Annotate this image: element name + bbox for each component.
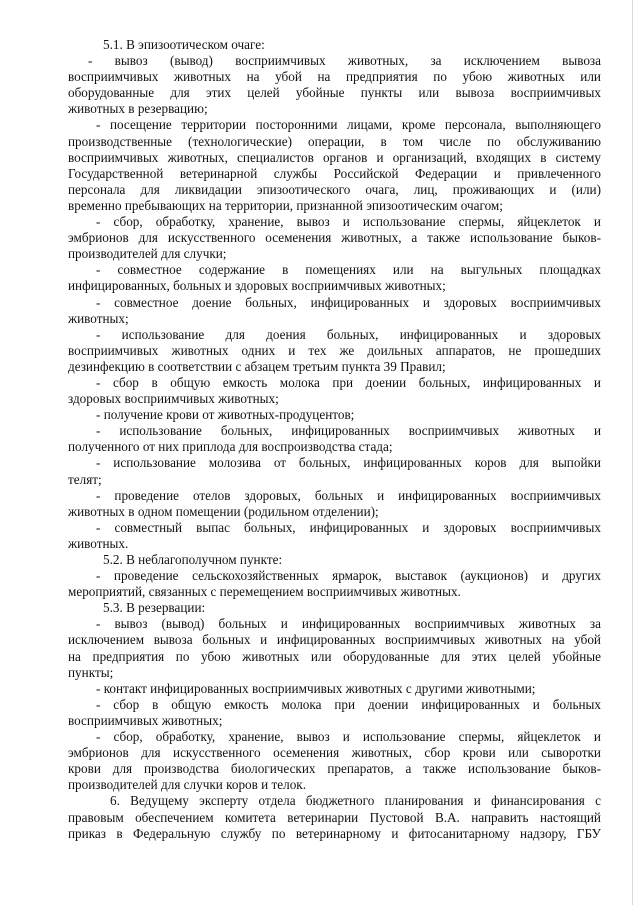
text-line: 5.2. В неблагополучном пункте: (103, 552, 283, 567)
text-line: на предприятия по убою животных или оборудованные для этих целей убойные (68, 648, 601, 664)
text-line: животных в одном помещении (родильном отделении); (68, 503, 379, 519)
text-line: эмбрионов для искусственного осеменения животных, а также использование быков- (68, 230, 601, 246)
text-line: 5.3. В резервации: (103, 600, 206, 616)
page-edge-divider (632, 0, 633, 905)
text-line: - использование для доения больных, инфицированных и здоровых (96, 326, 601, 342)
text-line: 5.1. В эпизоотическом очаге: (103, 37, 265, 52)
text-line: - использование больных, инфицированных восприимчивых животных и (96, 423, 601, 439)
text-line: 6. Ведущему эксперту отдела бюджетного планирования и финансирования с (110, 793, 601, 809)
text-line: - совместное содержание в помещениях или на выгульных площадках (96, 262, 601, 278)
text-line: - использование молозива от больных, инфицированных коров для выпойки (96, 455, 601, 471)
text-line: пункты; (68, 664, 114, 680)
text-line: крови для производства биологических препаратов, а также использование быков- (68, 761, 601, 777)
text-line: Государственной ветеринарной службы Российской Федерации и привлеченного (68, 165, 601, 181)
text-line: мероприятий, связанных с перемещением восприимчивых животных. (68, 584, 461, 600)
text-line: животных. (68, 535, 129, 551)
text-line: приказ в Федеральную службу по ветеринарному и фитосанитарному надзору, ГБУ (68, 825, 601, 841)
text-line: - вывоз (вывод) больных и инфицированных восприимчивых животных за (96, 616, 601, 632)
text-line: правовым обеспечением комитета ветеринарии Пустовой В.А. направить настоящий (68, 809, 601, 825)
text-line: - сбор, обработку, хранение, вывоз и использование спермы, яйцеклеток и (96, 729, 601, 745)
text-line: - сбор в общую емкость молока при доении больных, инфицированных и (96, 374, 601, 390)
text-line: телят; (68, 471, 102, 487)
text-line: восприимчивых животных, специалистов органов и организаций, входящих в систему (68, 149, 601, 165)
text-line: оборудованные для этих целей убойные пункты или вывоза восприимчивых (68, 85, 601, 101)
text-line: производственные (технологические) операции, в том числе по обслуживанию (68, 133, 601, 149)
text-line: - проведение сельскохозяйственных ярмарок, выставок (аукционов) и других (96, 568, 601, 584)
text-line: временно пребывающих на территории, признанной эпизоотическим очагом; (68, 197, 503, 213)
text-line: - проведение отелов здоровых, больных и инфицированных восприимчивых (96, 487, 601, 503)
text-line: производителей для случки коров и телок. (68, 777, 306, 793)
text-line: восприимчивых животных на убой на предприятия по убою животных или (68, 69, 601, 85)
text-line: животных; (68, 310, 129, 326)
text-line: животных в резервацию; (68, 101, 208, 117)
text-line: - совместный выпас больных, инфицированных и здоровых восприимчивых (96, 519, 601, 535)
text-line: - вывоз (вывод) восприимчивых животных, за исключением вывоза (88, 53, 601, 69)
text-line: эмбрионов для искусственного осеменения животных, сбор крови или сыворотки (68, 745, 601, 761)
document-body (68, 37, 601, 842)
text-line: - совместное доение больных, инфицированных и здоровых восприимчивых (96, 294, 601, 310)
text-line: - посещение территории посторонними лицами, кроме персонала, выполняющего (96, 117, 601, 133)
text-line: - сбор, обработку, хранение, вывоз и использование спермы, яйцеклеток и (96, 214, 601, 230)
text-line: - контакт инфицированных восприимчивых животных с другими животными; (96, 680, 536, 696)
text-line: восприимчивых животных; (68, 712, 223, 728)
text-line: - сбор в общую емкость молока при доении инфицированных и больных (96, 696, 601, 712)
text-line: персонала для ликвидации эпизоотического очага, лиц, проживающих и (или) (68, 181, 601, 197)
text-line: исключением вывоза больных и инфицированных восприимчивых животных на убой (68, 632, 601, 648)
text-line: полученного от них приплода для воспроизводства стада; (68, 439, 393, 455)
text-line: дезинфекцию в соответствии с абзацем третьим пункта 39 Правил; (68, 358, 446, 374)
text-line: - получение крови от животных-продуцентов; (96, 407, 355, 423)
text-line: восприимчивых животных одних и тех же доильных аппаратов, не прошедших (68, 342, 601, 358)
text-line: здоровых восприимчивых животных; (68, 391, 279, 407)
text-line: производителей для случки; (68, 246, 227, 262)
text-line: инфицированных, больных и здоровых восприимчивых животных; (68, 278, 446, 294)
